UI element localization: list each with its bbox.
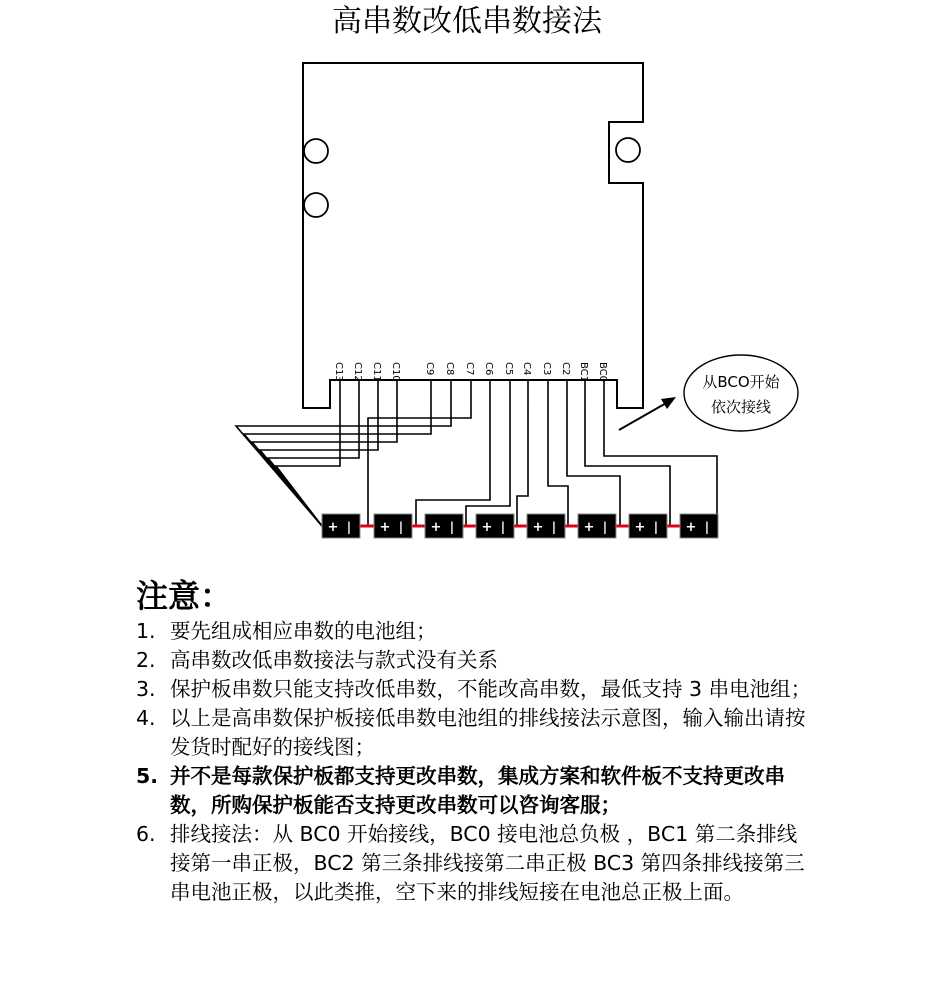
battery-minus-label: |: [704, 520, 710, 534]
battery-plus-label: +: [583, 520, 595, 535]
note-item: [136, 675, 816, 704]
callout-bubble: [684, 355, 798, 431]
note-number: 5.: [136, 764, 159, 788]
pin-label: C2: [560, 362, 571, 376]
battery-plus-label: +: [430, 520, 442, 535]
battery-plus-label: +: [532, 520, 544, 535]
note-number: 1.: [136, 619, 156, 643]
note-text: 保护板串数只能支持改低串数，不能改高串数，最低支持 3 串电池组；: [170, 677, 812, 701]
pin-label: C11: [371, 362, 382, 382]
pin-label: C5: [503, 362, 514, 376]
pin-label: C3: [541, 362, 552, 376]
wire: [466, 408, 510, 526]
note-number: 2.: [136, 648, 156, 672]
battery-minus-label: |: [449, 520, 455, 534]
note-text: 以上是高串数保护板接低串数电池组的排线接法示意图，输入输出请按发货时配好的接线图；: [170, 706, 806, 759]
note-item: [136, 704, 816, 762]
protection-board-outline: [303, 63, 643, 408]
battery-plus-label: +: [379, 520, 391, 535]
battery-cell: [527, 514, 565, 538]
pin-label: C8: [444, 362, 455, 376]
battery-minus-label: |: [551, 520, 557, 534]
pin-label: C12: [352, 362, 363, 382]
note-item: [136, 617, 816, 646]
note-number: 3.: [136, 677, 156, 701]
note-item: [136, 820, 816, 907]
note-text: 排线接法：从 BC0 开始接线，BC0 接电池总负极 ，BC1 第二条排线接第一串正极，BC2 第三条排线接第二串正极 BC3 第四条排线接第三串电池正极，以此类推，空下来的排线短接在电池总正极上面。: [170, 822, 805, 904]
notes-heading: 注意：: [136, 577, 233, 615]
mount-hole-2: [304, 193, 328, 217]
pin-label: C6: [483, 362, 494, 376]
battery-cell: [322, 514, 360, 538]
note-item: [136, 646, 816, 675]
battery-minus-label: |: [500, 520, 506, 534]
battery-plus-label: +: [634, 520, 646, 535]
mount-hole-3: [616, 138, 640, 162]
wire: [236, 408, 451, 526]
notes-list: [136, 617, 816, 907]
battery-minus-label: |: [398, 520, 404, 534]
note-text: 并不是每款保护板都支持更改串数，集成方案和软件板不支持更改串数，所购保护板能否支持更改串数可以咨询客服；: [170, 764, 785, 817]
battery-cell: [476, 514, 514, 538]
battery-minus-label: |: [653, 520, 659, 534]
wire: [604, 408, 717, 514]
wire: [567, 408, 620, 526]
pin-label: C10: [390, 362, 401, 382]
callout-arrowhead: [661, 397, 676, 409]
wire: [517, 408, 528, 526]
pin-label: C13: [333, 362, 344, 382]
pin-label: C4: [521, 362, 532, 376]
wire: [548, 408, 568, 526]
note-item: [136, 762, 816, 820]
note-text: 要先组成相应串数的电池组；: [170, 619, 437, 643]
pin-label: BC1: [578, 362, 589, 383]
callout-line-2: 依次接线: [710, 398, 772, 416]
pin-label: BC0: [597, 362, 608, 383]
page-title: 高串数改低串数接法: [332, 4, 602, 39]
battery-minus-label: |: [602, 520, 608, 534]
battery-plus-label: +: [481, 520, 493, 535]
note-number: 6.: [136, 822, 156, 846]
battery-cell: [374, 514, 412, 538]
battery-cell: [578, 514, 616, 538]
note-number: 4.: [136, 706, 156, 730]
note-text: 高串数改低串数接法与款式没有关系: [170, 648, 498, 672]
battery-minus-label: |: [346, 520, 352, 534]
pin-label: C9: [424, 362, 435, 376]
battery-cell: [629, 514, 667, 538]
mount-hole-1: [304, 139, 328, 163]
pin-label: C7: [464, 362, 475, 376]
callout-line-1: 从BCO开始: [702, 373, 780, 391]
battery-cell: [425, 514, 463, 538]
battery-plus-label: +: [327, 520, 339, 535]
battery-plus-label: +: [685, 520, 697, 535]
battery-cell: [680, 514, 718, 538]
